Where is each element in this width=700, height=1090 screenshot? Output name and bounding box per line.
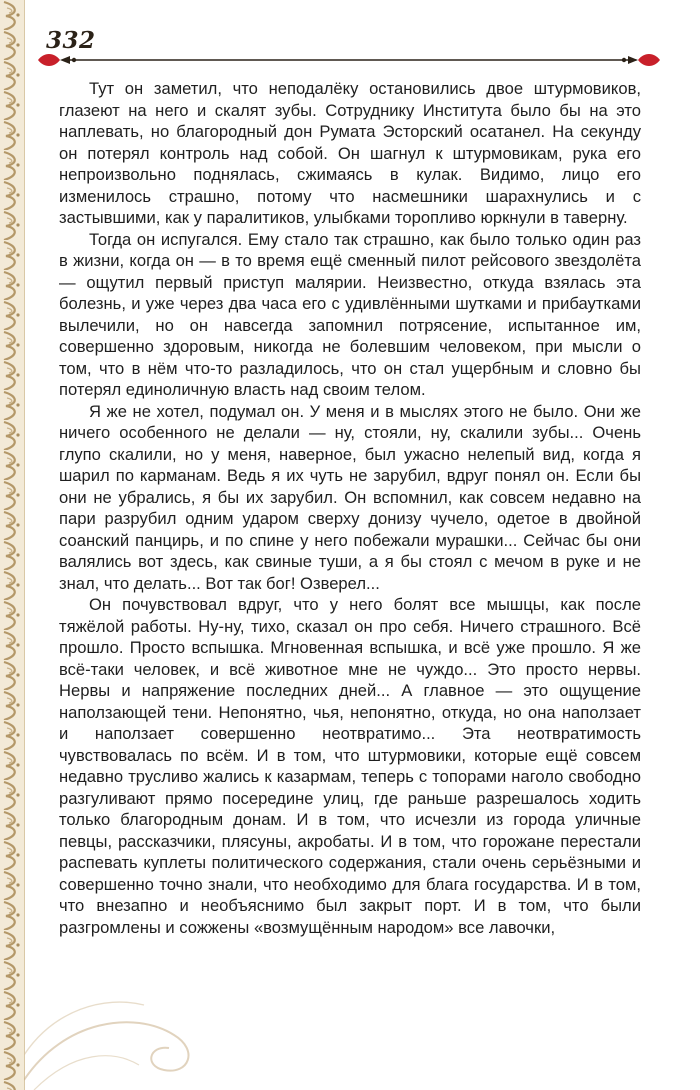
paragraph: Он почувствовал вдруг, что у него болят все мышцы, как после тяжёлой работы. Ну-ну, тихо, сказал он про себя. Ничего страшного. Всё прошло. Просто вспышка. Мгновенная вспышка, и всё уже прошло. Я же всё-таки человек, и всё животное мне не чуждо... Это просто нервы. Нервы и напряжение последних дней... А главное — это ощущение наползающей тени. Непонятно, чья, непонятно, откуда, но она наползает и наползает совершенно неотвратимо... Эта неотвратимость чувствовалась по всём. И в том, что штурмовики, которые ещё совсем недавно трусливо жались к казармам, теперь с топорами наголо свободно разгуливают прямо посередине улиц, где раньше разрешалось ходить только благородным донам. И в том, что исчезли из города уличные певцы, рассказчики, плясуны, акробаты. И в том, что горожане перестали распевать куплеты политического содержания, стали очень серьёзными и совершенно точно знали, что необходимо для блага государства. И в том, что внезапно и необъяснимо был закрыт порт. И в том, что были разгромлены и сожжены «возмущённым народом» все лавочки,	[59, 595, 641, 937]
body-text	[59, 78, 641, 938]
paragraph: Я же не хотел, подумал он. У меня и в мыслях этого не было. Они же ничего особенного не делали — ну, стояли, ну, скалили зубы... Очень глупо скалили, но у меня, наверное, был ужасно нелепый вид, когда я шарил по карманам. Ведь я их чуть не зарубил, вдруг понял он. Если бы они не убрались, я бы их зарубил. Он вспомнил, как совсем недавно на пари разрубил одним ударом сверху донизу чучело, одетое в двойной соанский панцирь, и по спине у него побежали мурашки... Сейчас бы они валялись вот здесь, как свиные туши, а я бы стоял с мечом в руке и не знал, что делать... Вот так бог! Озверел...	[59, 401, 641, 593]
page-header	[0, 0, 700, 80]
swirl-ornament-icon	[24, 950, 224, 1090]
vine-border-icon	[0, 0, 25, 1090]
page-number: 332	[46, 27, 96, 54]
paragraph: Тогда он испугался. Ему стало так страшно, как было только один раз в жизни, когда он — в то время ещё сменный пилот рейсового звездолёта — ощутил первый приступ малярии. Неизвестно, откуда взялась эта болезнь, и уже через два часа его с удивлёнными шутками и прибаутками вылечили, но он навсегда запомнил потрясение, испытанное им, совершенно здоровым, никогда не болевшим человеком, при мысли о том, что в нём что-то разладилось, что он стал ущербным и словно бы потерял единоличную власть над своим телом.	[59, 229, 641, 399]
floral-rule-icon	[36, 48, 662, 72]
paragraph: Тут он заметил, что неподалёку остановились двое штурмовиков, глазеют на него и скалят зубы. Сотруднику Института было бы на это наплевать, но благородный дон Румата Эсторский осатанел. На секунду он потерял контроль над собой. Он шагнул к штурмовикам, рука его непроизвольно поднялась, сжимаясь в кулак. Видимо, лицо его изменилось страшно, потому что насмешники шарахнулись и с застывшими, как у паралитиков, улыбками торопливо юркнули в таверну.	[59, 79, 641, 227]
